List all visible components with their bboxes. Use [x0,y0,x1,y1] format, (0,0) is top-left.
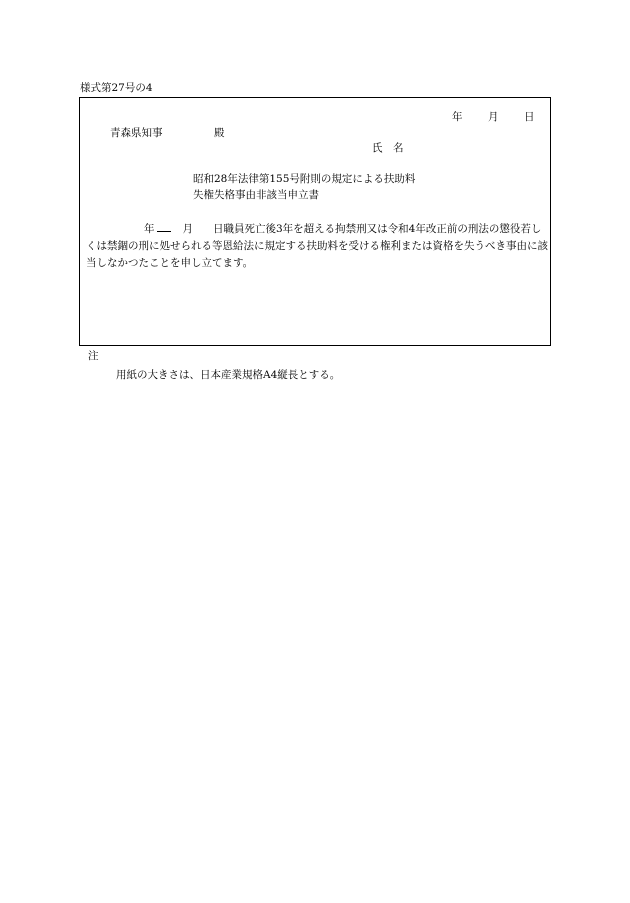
note-text: 用紙の大きさは、日本産業規格A4縦長とする。 [116,369,341,381]
honorific: 殿 [214,127,225,139]
date-year-label: 年 [452,111,463,123]
form-number: 様式第27号の4 [80,82,153,94]
document-title-line-1: 昭和28年法律第155号附則の規定による扶助料 [193,173,416,185]
applicant-name-label: 氏 名 [372,142,404,154]
declaration-text: 日職員死亡後3年を超える拘禁刑又は令和4年改正前の刑法の懲役若しくは禁錮の刑に処せられる等恩給法に規定する扶助料を受ける権利または資格を失うべき事由に該当しなかつたことを申し立てます。 [86,223,548,269]
year-blank [157,223,171,232]
declaration-body [86,221,548,272]
document-title-line-2: 失権失格事由非該当申立書 [193,189,319,201]
note-heading: 注 [88,350,99,362]
body-year-label: 年 [144,223,155,235]
addressee: 青森県知事 [110,127,163,139]
date-day-label: 日 [524,111,535,123]
body-month-label: 月 [182,223,193,235]
date-month-label: 月 [488,111,499,123]
